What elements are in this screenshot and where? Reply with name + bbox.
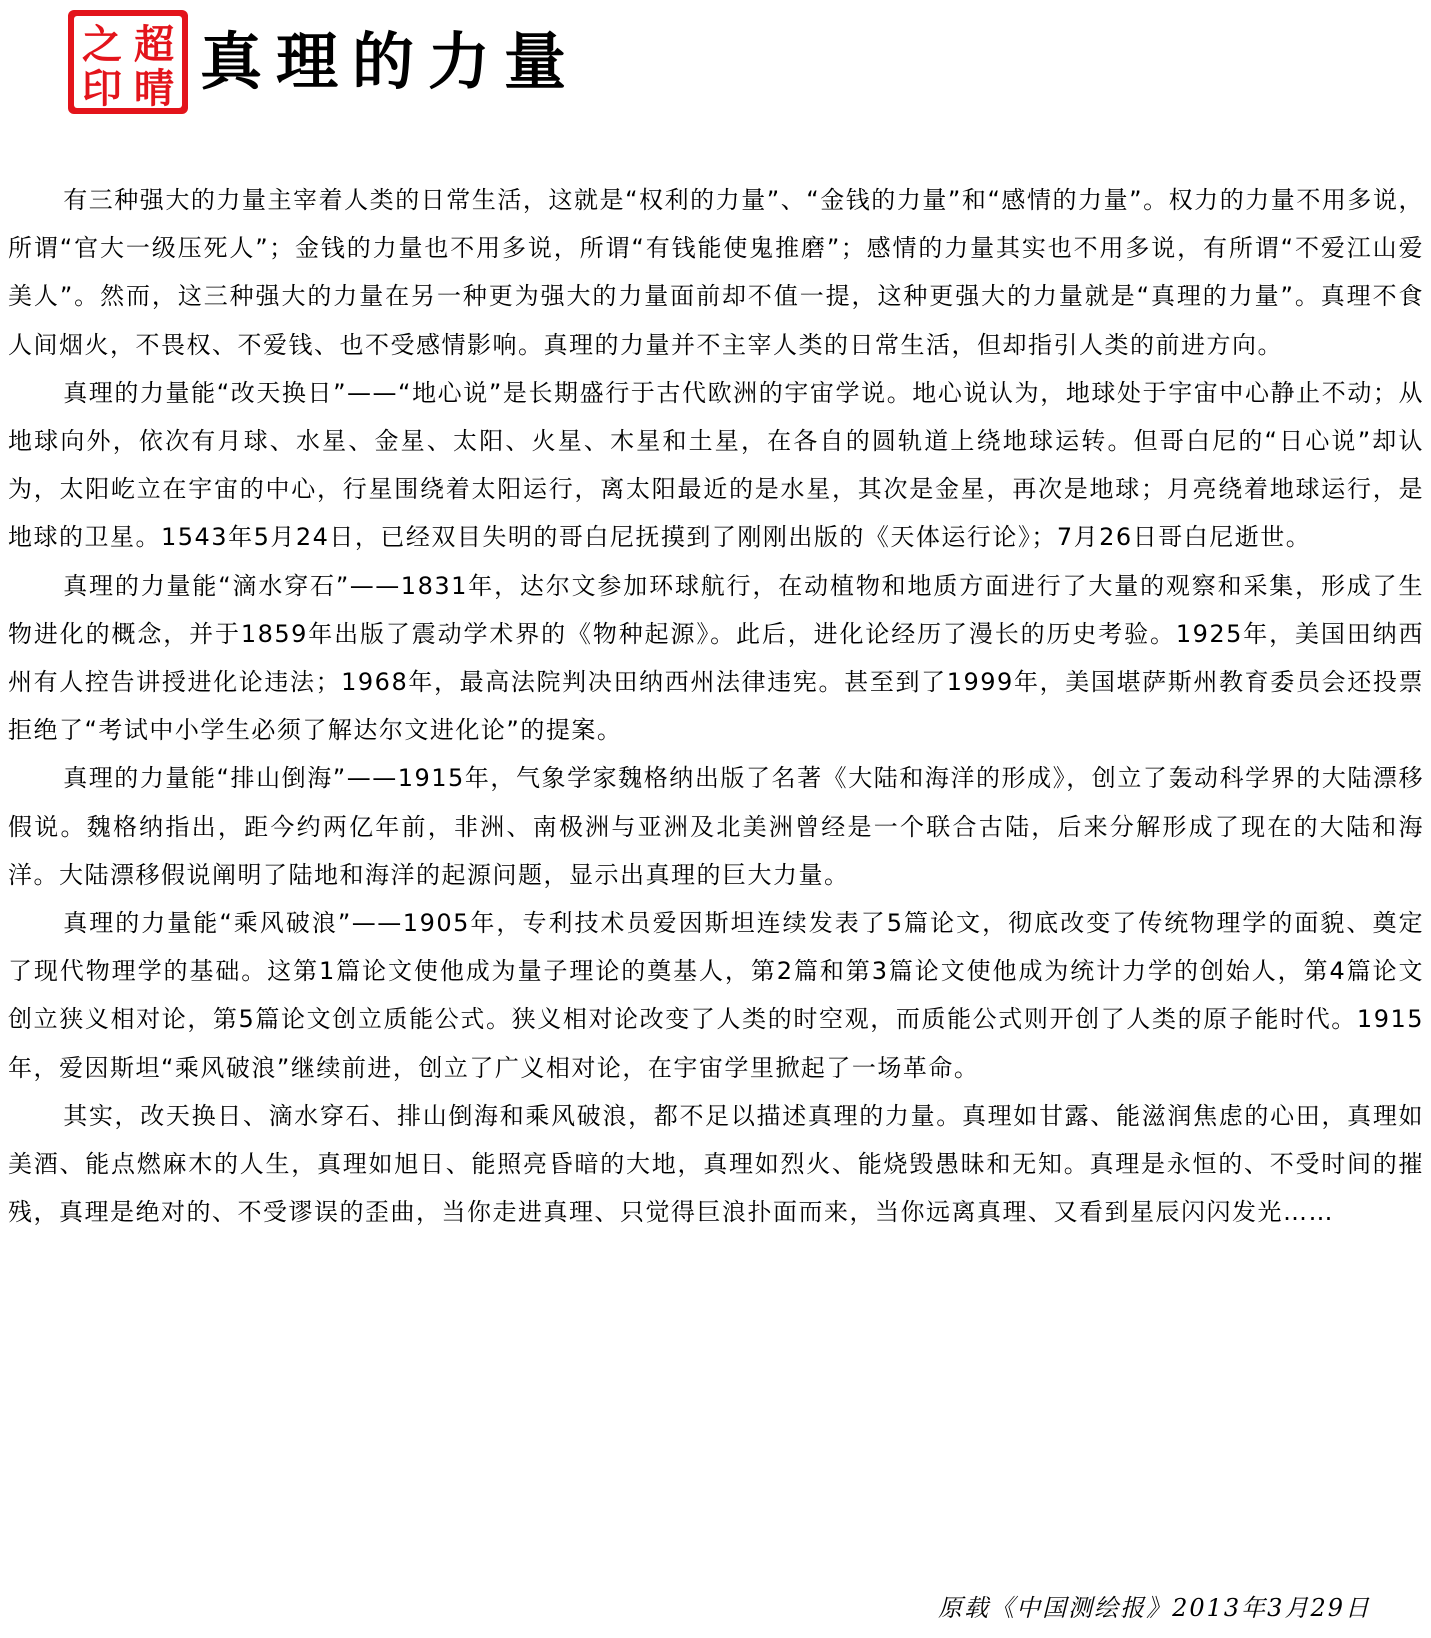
seal-char-2: 晴 xyxy=(134,65,174,112)
seal-char-1: 超 xyxy=(134,21,174,68)
article-title: 真理的力量 xyxy=(200,25,581,98)
source-attribution: 原载《中国测绘报》2013年3月29日 xyxy=(938,1594,1371,1622)
paragraph-heliocentrism: 真理的力量能“改天换日”——“地心说”是长期盛行于古代欧洲的宇宙学说。地心说认为，地球处于宇宙中心静止不动；从地球向外，依次有月球、水星、金星、太阳、火星、木星和土星，在各自的圆轨道上绕地球运转。但哥白尼的“日心说”却认为，太阳屹立在宇宙的中心，行星围绕着太阳运行，离太阳最近的是水星，其次是金星，再次是地球；月亮绕着地球运行，是地球的卫星。1543年5月24日，已经双目失明的哥白尼抚摸到了刚刚出版的《天体运行论》；7月26日哥白尼逝世。 xyxy=(8,378,1424,552)
paragraph-evolution: 真理的力量能“滴水穿石”——1831年，达尔文参加环球航行，在动植物和地质方面进行了大量的观察和采集，形成了生物进化的概念，并于1859年出版了震动学术界的《物种起源》。此后，进化论经历了漫长的历史考验。1925年，美国田纳西州有人控告讲授进化论违法；1968年，最高法院判决田纳西州法律违宪。甚至到了1999年，美国堪萨斯州教育委员会还投票拒绝了“考试中小学生必须了解达尔文进化论”的提案。 xyxy=(8,571,1424,745)
seal-char-4: 印 xyxy=(82,65,122,112)
paragraph-intro: 有三种强大的力量主宰着人类的日常生活，这就是“权利的力量”、“金钱的力量”和“感情的力量”。权力的力量不用多说，所谓“官大一级压死人”；金钱的力量也不用多说，所谓“有钱能使鬼推磨”；感情的力量其实也不用多说，有所谓“不爱江山爱美人”。然而，这三种强大的力量在另一种更为强大的力量面前却不值一提，这种更强大的力量就是“真理的力量”。真理不食人间烟火，不畏权、不爱钱、也不受感情影响。真理的力量并不主宰人类的日常生活，但却指引人类的前进方向。 xyxy=(8,186,1424,359)
paragraph-conclusion: 其实，改天换日、滴水穿石、排山倒海和乘风破浪，都不足以描述真理的力量。真理如甘露、能滋润焦虑的心田，真理如美酒、能点燃麻木的人生，真理如旭日、能照亮昏暗的大地，真理如烈火、能烧毁愚昧和无知。真理是永恒的、不受时间的摧残，真理是绝对的、不受谬误的歪曲，当你走进真理、只觉得巨浪扑面而来，当你远离真理、又看到星辰闪闪发光…… xyxy=(8,1101,1424,1227)
paragraph-relativity: 真理的力量能“乘风破浪”——1905年，专利技术员爱因斯坦连续发表了5篇论文，彻底改变了传统物理学的面貌、奠定了现代物理学的基础。这第1篇论文使他成为量子理论的奠基人，第2篇和第3篇论文使他成为统计力学的创始人，第4篇论文创立狭义相对论，第5篇论文创立质能公式。狭义相对论改变了人类的时空观，而质能公式则开创了人类的原子能时代。1915年，爱因斯坦“乘风破浪”继续前进，创立了广义相对论，在宇宙学里掀起了一场革命。 xyxy=(8,909,1424,1082)
seal-char-3: 之 xyxy=(82,21,122,68)
seal-stamp-image xyxy=(66,8,190,116)
paragraph-continental-drift: 真理的力量能“排山倒海”——1915年，气象学家魏格纳出版了名著《大陆和海洋的形成》，创立了轰动科学界的大陆漂移假说。魏格纳指出，距今约两亿年前，非洲、南极洲与亚洲及北美洲曾经是一个联合古陆，后来分解形成了现在的大陆和海洋。大陆漂移假说阐明了陆地和海洋的起源问题，显示出真理的巨大力量。 xyxy=(8,764,1424,889)
article-body xyxy=(8,176,1424,1236)
